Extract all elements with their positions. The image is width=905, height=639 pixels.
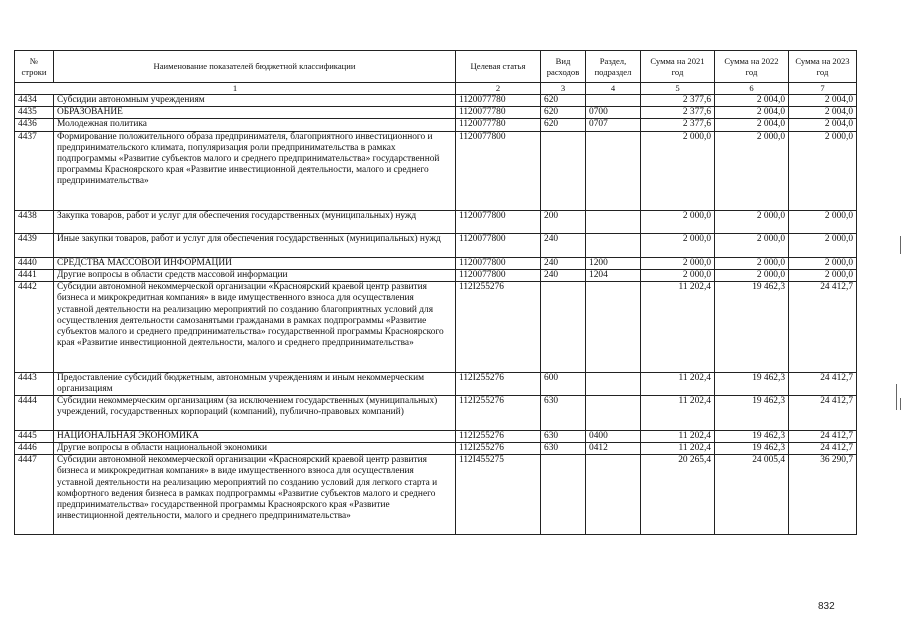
- row-sum-2023: 2 004,0: [789, 95, 857, 107]
- row-sum-2021: 2 000,0: [641, 257, 715, 269]
- row-target-article: 1120077800: [456, 234, 541, 257]
- row-expense-type: [541, 131, 586, 210]
- row-expense-type: 240: [541, 257, 586, 269]
- row-sum-2021: 20 265,4: [641, 455, 715, 534]
- row-indicator-name: Закупка товаров, работ и услуг для обеспечения государственных (муниципальных) нужд: [54, 211, 456, 234]
- table-body: [15, 95, 857, 535]
- row-number: 4443: [15, 372, 54, 395]
- row-indicator-name: Предоставление субсидий бюджетным, автономным учреждениям и иным некоммерческим организациям: [54, 372, 456, 395]
- table-row: [15, 442, 857, 454]
- row-section: 0700: [586, 107, 641, 119]
- header-row-number: № строки: [15, 51, 54, 83]
- row-sum-2023: 2 000,0: [789, 257, 857, 269]
- row-section: [586, 282, 641, 373]
- row-expense-type: 620: [541, 95, 586, 107]
- row-sum-2022: 2 000,0: [715, 131, 789, 210]
- row-expense-type: 630: [541, 442, 586, 454]
- row-sum-2021: 2 000,0: [641, 269, 715, 281]
- row-section: [586, 234, 641, 257]
- row-number: 4435: [15, 107, 54, 119]
- row-sum-2023: 24 412,7: [789, 372, 857, 395]
- row-sum-2022: 19 462,3: [715, 372, 789, 395]
- row-number: 4436: [15, 119, 54, 131]
- row-number: 4437: [15, 131, 54, 210]
- table-row: [15, 257, 857, 269]
- table-row: [15, 282, 857, 373]
- row-expense-type: 200: [541, 211, 586, 234]
- row-sum-2021: 11 202,4: [641, 282, 715, 373]
- column-number-6: 6: [715, 83, 789, 95]
- row-sum-2023: 2 000,0: [789, 211, 857, 234]
- margin-mark: [896, 384, 897, 410]
- row-indicator-name: Иные закупки товаров, работ и услуг для обеспечения государственных (муниципальных) нужд: [54, 234, 456, 257]
- row-sum-2023: 2 000,0: [789, 131, 857, 210]
- row-target-article: 112I455275: [456, 455, 541, 534]
- row-section: [586, 455, 641, 534]
- row-indicator-name: Формирование положительного образа предпринимателя, благоприятного инвестиционного и предпринимательского климата, популяризация роли предпринимательства в рамках подпрограммы «Развитие субъектов малого и среднего предпринимательства» государственной программы Красноярского края «Развитие инвестиционной деятельности, малого и среднего предпринимательства»: [54, 131, 456, 210]
- column-number-row: [15, 83, 857, 95]
- row-sum-2021: 11 202,4: [641, 430, 715, 442]
- row-section: [586, 131, 641, 210]
- column-number-5: 5: [641, 83, 715, 95]
- row-expense-type: [541, 282, 586, 373]
- row-sum-2023: 24 412,7: [789, 396, 857, 431]
- row-target-article: 112I255276: [456, 282, 541, 373]
- row-sum-2022: 2 004,0: [715, 95, 789, 107]
- header-section: Раздел, подраздел: [586, 51, 641, 83]
- row-sum-2022: 19 462,3: [715, 282, 789, 373]
- row-section: [586, 211, 641, 234]
- row-target-article: 1120077780: [456, 119, 541, 131]
- row-sum-2022: 2 000,0: [715, 269, 789, 281]
- row-expense-type: 630: [541, 396, 586, 431]
- row-target-article: 112I255276: [456, 430, 541, 442]
- row-number: 4447: [15, 455, 54, 534]
- row-sum-2022: 2 004,0: [715, 107, 789, 119]
- row-sum-2022: 19 462,3: [715, 430, 789, 442]
- header-sum-2022: Сумма на 2022 год: [715, 51, 789, 83]
- table-row: [15, 211, 857, 234]
- row-sum-2023: 24 412,7: [789, 430, 857, 442]
- column-number-1: 1: [15, 83, 456, 95]
- row-number: 4444: [15, 396, 54, 431]
- row-sum-2022: 2 004,0: [715, 119, 789, 131]
- row-sum-2022: 19 462,3: [715, 396, 789, 431]
- row-section: [586, 372, 641, 395]
- row-indicator-name: СРЕДСТВА МАССОВОЙ ИНФОРМАЦИИ: [54, 257, 456, 269]
- column-number-2: 2: [456, 83, 541, 95]
- row-section: 0412: [586, 442, 641, 454]
- row-number: 4446: [15, 442, 54, 454]
- table-row: [15, 372, 857, 395]
- row-target-article: 1120077780: [456, 107, 541, 119]
- row-sum-2021: 2 377,6: [641, 95, 715, 107]
- column-number-3: 3: [541, 83, 586, 95]
- row-section: [586, 95, 641, 107]
- row-section: 1200: [586, 257, 641, 269]
- row-target-article: 1120077800: [456, 211, 541, 234]
- table-row: [15, 107, 857, 119]
- row-indicator-name: ОБРАЗОВАНИЕ: [54, 107, 456, 119]
- budget-table: [14, 50, 857, 535]
- column-number-7: 7: [789, 83, 857, 95]
- row-section: 1204: [586, 269, 641, 281]
- row-sum-2022: 2 000,0: [715, 257, 789, 269]
- table-row: [15, 95, 857, 107]
- row-number: 4441: [15, 269, 54, 281]
- row-sum-2023: 2 000,0: [789, 269, 857, 281]
- table-row: [15, 269, 857, 281]
- table-row: [15, 396, 857, 431]
- row-number: 4442: [15, 282, 54, 373]
- column-number-4: 4: [586, 83, 641, 95]
- row-sum-2021: 11 202,4: [641, 442, 715, 454]
- row-sum-2023: 2 004,0: [789, 107, 857, 119]
- row-sum-2021: 2 377,6: [641, 107, 715, 119]
- header-sum-2023: Сумма на 2023 год: [789, 51, 857, 83]
- row-number: 4440: [15, 257, 54, 269]
- table-row: [15, 234, 857, 257]
- header-expense-type: Вид расходов: [541, 51, 586, 83]
- row-number: 4445: [15, 430, 54, 442]
- row-expense-type: 240: [541, 234, 586, 257]
- row-indicator-name: Другие вопросы в области средств массовой информации: [54, 269, 456, 281]
- header-indicator-name: Наименование показателей бюджетной классификации: [54, 51, 456, 83]
- row-indicator-name: Субсидии автономной некоммерческой организации «Красноярский краевой центр развития бизнеса и микрокредитная компания» в виде имущественного взноса для осуществления уставной деятельности на реализацию мероприятий по созданию условий для легкого старта и комфортного ведения бизнеса в рамках подпрограммы «Развитие субъектов малого и среднего предпринимательства» государственной программы Красноярского края «Развитие инвестиционной деятельности, малого и среднего предпринимательства»: [54, 455, 456, 534]
- row-expense-type: 630: [541, 430, 586, 442]
- row-number: 4434: [15, 95, 54, 107]
- row-sum-2021: 2 000,0: [641, 211, 715, 234]
- row-target-article: 112I255276: [456, 372, 541, 395]
- page-number: 832: [818, 601, 835, 612]
- row-indicator-name: Субсидии автономной некоммерческой организации «Красноярский краевой центр развития бизнеса и микрокредитная компания» в виде имущественного взноса для осуществления уставной деятельности на реализацию мероприятий по созданию благоприятных условий для осуществления деятельности самозанятыми гражданами в рамках подпрограммы «Развитие субъектов малого и среднего предпринимательства» государственной программы Красноярского края «Развитие инвестиционной деятельности, малого и среднего предпринимательства»: [54, 282, 456, 373]
- row-target-article: 112I255276: [456, 442, 541, 454]
- row-sum-2023: 2 000,0: [789, 234, 857, 257]
- row-indicator-name: Субсидии некоммерческим организациям (за исключением государственных (муниципальных) учреждений, государственных корпораций (компаний), публично-правовых компаний): [54, 396, 456, 431]
- row-target-article: 112I255276: [456, 396, 541, 431]
- row-target-article: 1120077800: [456, 131, 541, 210]
- row-sum-2022: 19 462,3: [715, 442, 789, 454]
- table-row: [15, 455, 857, 534]
- row-sum-2021: 2 377,6: [641, 119, 715, 131]
- row-expense-type: 620: [541, 107, 586, 119]
- row-sum-2023: 2 004,0: [789, 119, 857, 131]
- row-target-article: 1120077780: [456, 95, 541, 107]
- row-sum-2021: 2 000,0: [641, 131, 715, 210]
- row-sum-2023: 24 412,7: [789, 442, 857, 454]
- row-number: 4438: [15, 211, 54, 234]
- row-expense-type: 240: [541, 269, 586, 281]
- table-row: [15, 430, 857, 442]
- margin-mark: [900, 398, 901, 410]
- row-expense-type: 620: [541, 119, 586, 131]
- row-indicator-name: Субсидии автономным учреждениям: [54, 95, 456, 107]
- row-expense-type: [541, 455, 586, 534]
- row-section: [586, 396, 641, 431]
- row-sum-2023: 24 412,7: [789, 282, 857, 373]
- row-sum-2021: 11 202,4: [641, 372, 715, 395]
- row-sum-2022: 2 000,0: [715, 211, 789, 234]
- header-row: [15, 51, 857, 83]
- row-target-article: 1120077800: [456, 257, 541, 269]
- table-row: [15, 119, 857, 131]
- margin-mark: [900, 236, 901, 254]
- row-sum-2022: 24 005,4: [715, 455, 789, 534]
- row-indicator-name: Молодежная политика: [54, 119, 456, 131]
- row-sum-2023: 36 290,7: [789, 455, 857, 534]
- row-section: 0707: [586, 119, 641, 131]
- row-sum-2021: 11 202,4: [641, 396, 715, 431]
- row-expense-type: 600: [541, 372, 586, 395]
- row-number: 4439: [15, 234, 54, 257]
- row-sum-2022: 2 000,0: [715, 234, 789, 257]
- table-row: [15, 131, 857, 210]
- header-target-article: Целевая статья: [456, 51, 541, 83]
- header-sum-2021: Сумма на 2021 год: [641, 51, 715, 83]
- row-indicator-name: НАЦИОНАЛЬНАЯ ЭКОНОМИКА: [54, 430, 456, 442]
- row-section: 0400: [586, 430, 641, 442]
- row-indicator-name: Другие вопросы в области национальной экономики: [54, 442, 456, 454]
- row-target-article: 1120077800: [456, 269, 541, 281]
- row-sum-2021: 2 000,0: [641, 234, 715, 257]
